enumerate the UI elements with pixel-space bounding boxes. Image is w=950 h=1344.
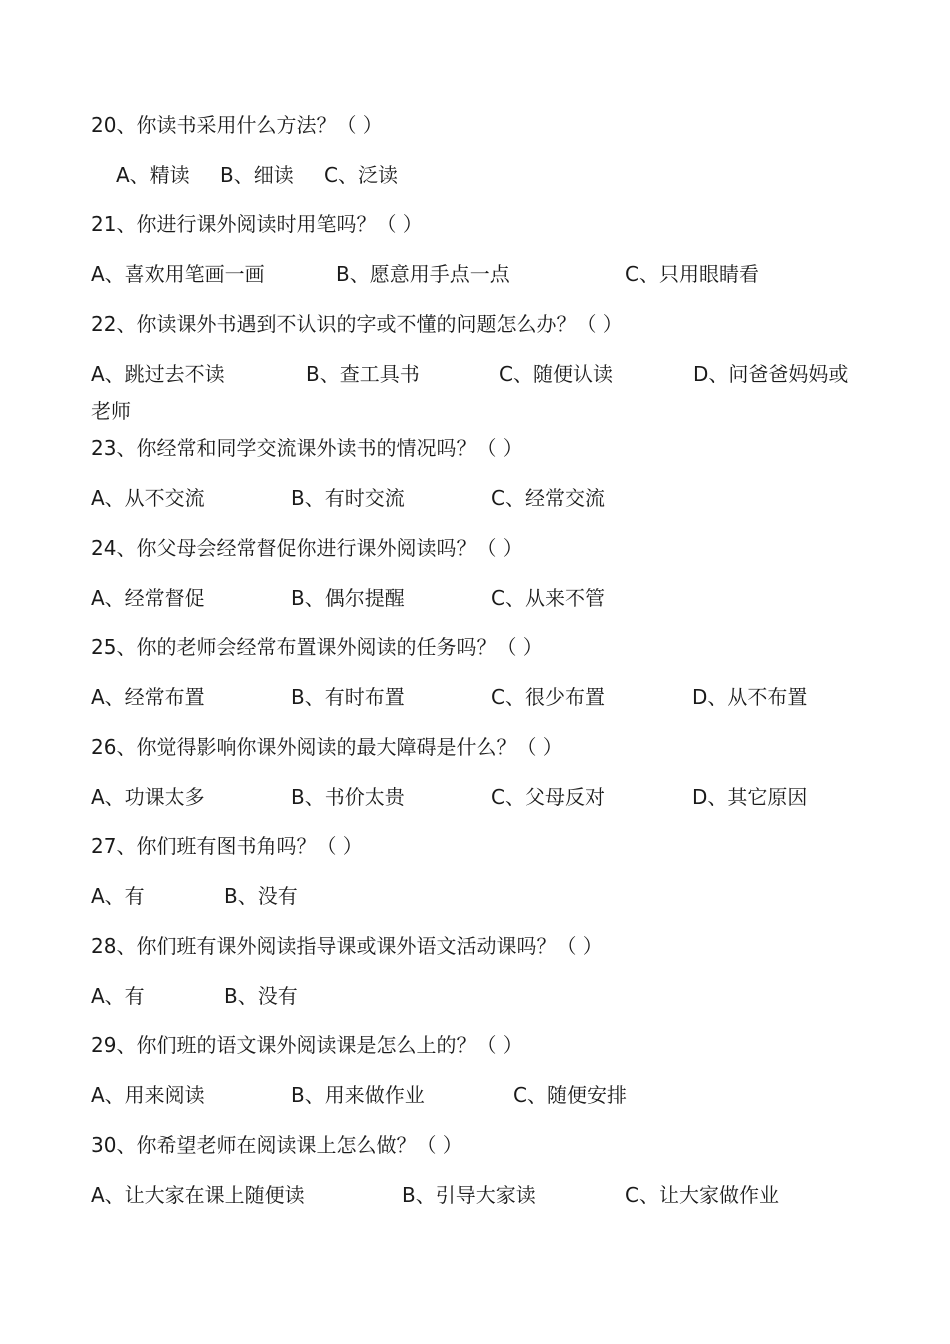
option-b: B、用来做作业: [291, 1083, 425, 1107]
question-29: [91, 1032, 523, 1058]
question-30: [91, 1132, 463, 1158]
option-b: B、偶尔提醒: [291, 586, 405, 610]
option-c: C、经常交流: [491, 486, 605, 510]
option-d: D、从不布置: [692, 685, 808, 709]
question-text: 27、你们班有图书角吗？（ ）: [91, 834, 363, 858]
option-a: A、有: [91, 984, 145, 1008]
option-d: D、其它原因: [692, 785, 808, 809]
question-26: [91, 734, 563, 760]
question-20: [91, 112, 383, 138]
question-text: 22、你读课外书遇到不认识的字或不懂的问题怎么办？（ ）: [91, 312, 623, 336]
question-text: 24、你父母会经常督促你进行课外阅读吗？（ ）: [91, 536, 523, 560]
option-b: B、查工具书: [306, 362, 420, 386]
option-a: A、喜欢用笔画一画: [91, 262, 265, 286]
option-c: C、很少布置: [491, 685, 605, 709]
question-text: 21、你进行课外阅读时用笔吗？（ ）: [91, 212, 423, 236]
question-23: [91, 435, 523, 461]
option-b: B、有时交流: [291, 486, 405, 510]
option-a: A、经常督促: [91, 586, 205, 610]
question-28: [91, 933, 603, 959]
option-a: A、用来阅读: [91, 1083, 205, 1107]
question-text: 23、你经常和同学交流课外读书的情况吗？（ ）: [91, 436, 523, 460]
option-d-continuation: [91, 398, 131, 424]
option-c: C、从来不管: [491, 586, 605, 610]
question-text: 25、你的老师会经常布置课外阅读的任务吗？（ ）: [91, 635, 543, 659]
question-21: [91, 211, 423, 237]
option-b: B、细读: [220, 163, 294, 187]
question-text: 26、你觉得影响你课外阅读的最大障碍是什么？（ ）: [91, 735, 563, 759]
option-b: B、书价太贵: [291, 785, 405, 809]
option-b: B、愿意用手点一点: [336, 262, 510, 286]
option-a: A、精读: [116, 163, 190, 187]
option-b: B、没有: [224, 984, 298, 1008]
option-b: B、有时布置: [291, 685, 405, 709]
option-a: A、功课太多: [91, 785, 205, 809]
option-c: C、只用眼睛看: [625, 262, 759, 286]
question-25: [91, 634, 543, 660]
question-22: [91, 311, 623, 337]
option-c: C、父母反对: [491, 785, 605, 809]
option-b: B、引导大家读: [402, 1183, 536, 1207]
question-text: 30、你希望老师在阅读课上怎么做？（ ）: [91, 1133, 463, 1157]
option-a: A、从不交流: [91, 486, 205, 510]
option-c: C、随便安排: [513, 1083, 627, 1107]
option-d-continuation-text: 老师: [91, 399, 131, 423]
option-d: D、问爸爸妈妈或: [693, 362, 849, 386]
option-a: A、有: [91, 884, 145, 908]
option-c: C、让大家做作业: [625, 1183, 779, 1207]
option-a: A、让大家在课上随便读: [91, 1183, 305, 1207]
option-b: B、没有: [224, 884, 298, 908]
question-24: [91, 535, 523, 561]
option-c: C、泛读: [324, 163, 398, 187]
question-text: 28、你们班有课外阅读指导课或课外语文活动课吗？（ ）: [91, 934, 603, 958]
question-text: 20、你读书采用什么方法？（ ）: [91, 113, 383, 137]
question-text: 29、你们班的语文课外阅读课是怎么上的？（ ）: [91, 1033, 523, 1057]
question-27: [91, 833, 363, 859]
option-a: A、跳过去不读: [91, 362, 225, 386]
option-a: A、经常布置: [91, 685, 205, 709]
option-c: C、随便认读: [499, 362, 613, 386]
